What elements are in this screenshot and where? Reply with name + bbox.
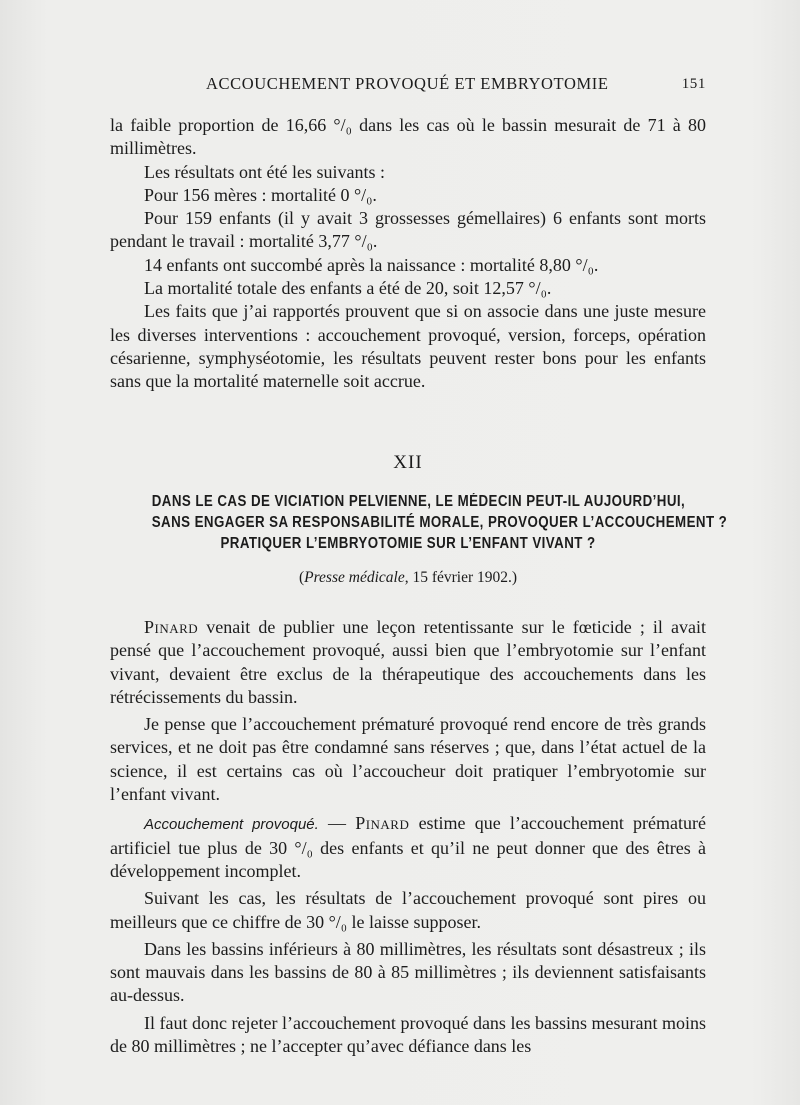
paragraph: Pour 159 enfants (il y avait 3 grossesses gémellaires) 6 enfants sont morts pendant le travail : mortalité 3,77 °/₀. <box>110 208 706 252</box>
paragraph: Il faut donc rejeter l’accouchement provoqué dans les bassins mesurant moins de 80 millimètres ; ne l’accepter qu’avec défiance dans les <box>110 1012 706 1057</box>
run-in-heading: Accouchement provoqué. <box>144 816 319 834</box>
author-name: Pinard <box>144 617 199 637</box>
paragraph: la faible proportion de 16,66 °/₀ dans les cas où le bassin mesurait de 71 à 80 millimètres. <box>110 115 706 159</box>
paragraph: Pour 156 mères : mortalité 0 °/₀. <box>144 184 377 205</box>
section-results <box>110 114 706 394</box>
dash: — <box>318 813 356 834</box>
paragraph: Les résultats ont été les suivants : <box>144 161 385 182</box>
section-discussion <box>110 616 706 1058</box>
paragraph-text: venait de publier une leçon retentissante sur le fœticide ; il avait pensé que l’accouchement provoqué, aussi bien que l’embryotomie sur l’enfant vivant, devaient être exclus de la thérapeutique des accouchements dans les rétrécissements du bassin. <box>110 617 706 707</box>
chapter-number: XII <box>393 452 423 473</box>
paragraph-text: estime que l’accouchement prématuré artificiel tue plus de 30 °/₀ des enfants et qu’il ne peut donner que des êtres à développement incomplet. <box>110 813 707 881</box>
source-citation <box>110 569 706 587</box>
running-title: ACCOUCHEMENT PROVOQUÉ ET EMBRYOTOMIE <box>206 74 609 93</box>
paragraph <box>110 812 706 883</box>
page-number: 151 <box>681 76 706 92</box>
chapter-title-line: SANS ENGAGER SA RESPONSABILITÉ MORALE, PROVOQUER L’ACCOUCHEMENT ? <box>151 514 728 531</box>
chapter-title <box>151 491 728 554</box>
paragraph: Je pense que l’accouchement prématuré provoqué rend encore de très grands services, et ne doit pas être condamné sans réserves ; que, dans l’état actuel de la science, il est certains cas où l’accoucheur doit pratiquer l’embryotomie sur l’enfant vivant. <box>110 714 706 805</box>
chapter-title-line: DANS LE CAS DE VICIATION PELVIENNE, LE MÉDECIN PEUT-IL AUJOURD’HUI, <box>151 493 686 510</box>
source-journal: Presse médicale <box>304 569 405 586</box>
paragraph: Suivant les cas, les résultats de l’accouchement provoqué sont pires ou meilleurs que ce chiffre de 30 °/₀ le laisse supposer. <box>110 888 706 932</box>
source-date: , 15 février 1902.) <box>404 569 518 586</box>
source-open: ( <box>298 569 305 586</box>
paragraph: La mortalité totale des enfants a été de 20, soit 12,57 °/₀. <box>144 278 552 299</box>
author-name: Pinard <box>355 813 410 834</box>
paragraph: Les faits que j’ai rapportés prouvent que si on associe dans une juste mesure les diverses interventions : accouchement provoqué, version, forceps, opération césarienne, symphyséotomie, les résultats peuvent rester bons pour les enfants sans que la mortalité maternelle soit accrue. <box>110 301 706 392</box>
paragraph: Dans les bassins inférieurs à 80 millimètres, les résultats sont désastreux ; ils sont mauvais dans les bassins de 80 à 85 millimètres ; ils deviennent satisfaisants au-dessus. <box>110 938 706 1006</box>
chapter-title-line: PRATIQUER L’EMBRYOTOMIE SUR L’ENFANT VIVANT ? <box>220 535 596 552</box>
paragraph <box>110 616 706 709</box>
paragraph: 14 enfants ont succombé après la naissance : mortalité 8,80 °/₀. <box>144 254 599 275</box>
